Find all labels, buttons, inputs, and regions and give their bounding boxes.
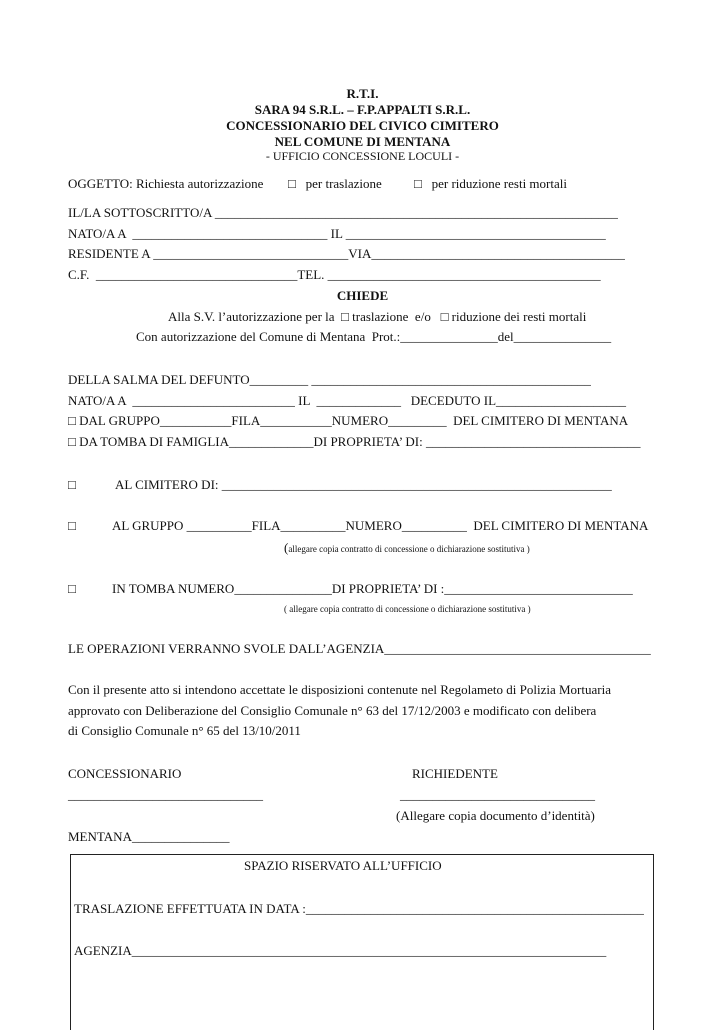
field-from-group[interactable]: □ DAL GRUPPO___________FILA___________NUMERO_________ DEL CIMITERO DI MENTANA <box>68 413 629 428</box>
field-undersigned[interactable]: IL/LA SOTTOSCRITTO/A ______________________________________________________________ <box>68 205 618 220</box>
field-birthplace-date[interactable]: NATO/A A ______________________________ IL ________________________________________ <box>68 226 606 241</box>
attachment-note-tomb: ( allegare copia contratto di concessione o dichiarazione sostitutiva ) <box>284 604 531 614</box>
regulation-text-3: di Consiglio Comunale n° 65 del 13/10/2011 <box>68 723 301 738</box>
subject-label: OGGETTO: Richiesta autorizzazione <box>68 176 264 191</box>
field-office-agency[interactable]: AGENZIA_________________________________________________________________________ <box>74 943 607 958</box>
office-reserved-box <box>70 854 654 1030</box>
signature-label-concessionaire: CONCESSIONARIO <box>68 766 182 781</box>
checkbox-to-group[interactable]: □ <box>68 518 76 533</box>
subject-option-transfer[interactable]: □ per traslazione <box>288 176 382 191</box>
regulation-text-1: Con il presente atto si intendono accettate le disposizioni contenute nel Regolameto di Polizia Mortuaria <box>68 682 611 697</box>
request-title: CHIEDE <box>336 288 389 303</box>
request-authorization-line[interactable]: Alla S.V. l’autorizzazione per la □ traslazione e/o □ riduzione dei resti mortali <box>168 309 587 324</box>
field-deceased[interactable]: DELLA SALMA DEL DEFUNTO_________ ___________________________________________ <box>68 372 591 387</box>
header-concessionaire: CONCESSIONARIO DEL CIVICO CIMITERO <box>226 118 499 133</box>
field-agency-operations[interactable]: LE OPERAZIONI VERRANNO SVOLE DALL’AGENZIA_________________________________________ <box>68 641 651 656</box>
header-companies: SARA 94 S.R.L. – F.P.APPALTI S.R.L. <box>254 102 471 117</box>
field-transfer-date[interactable]: TRASLAZIONE EFFETTUATA IN DATA :____________________________________________________ <box>74 901 644 916</box>
id-document-note: (Allegare copia documento d’identità) <box>396 808 595 823</box>
field-residence-street[interactable]: RESIDENTE A ______________________________VIA_______________________________________ <box>68 246 625 261</box>
header-municipality: NEL COMUNE DI MENTANA <box>274 134 451 149</box>
office-reserved-title: SPAZIO RISERVATO ALL’UFFICIO <box>244 858 442 873</box>
field-from-family-tomb[interactable]: □ DA TOMBA DI FAMIGLIA_____________DI PROPRIETA’ DI: _________________________________ <box>68 434 641 449</box>
signature-line-concessionaire[interactable]: ______________________________ <box>68 787 263 802</box>
field-to-tomb[interactable]: IN TOMBA NUMERO_______________DI PROPRIETA’ DI :_____________________________ <box>112 581 633 596</box>
subject-option-reduction[interactable]: □ per riduzione resti mortali <box>414 176 567 191</box>
field-place-mentana[interactable]: MENTANA_______________ <box>68 829 230 844</box>
field-tax-code-phone[interactable]: C.F. _______________________________TEL. __________________________________________ <box>68 267 601 282</box>
header-rti: R.T.I. <box>346 86 379 101</box>
signature-line-applicant[interactable]: ______________________________ <box>400 787 595 802</box>
request-municipal-protocol[interactable]: Con autorizzazione del Comune di Mentana Prot.:_______________del_______________ <box>136 329 612 344</box>
field-to-cemetery[interactable]: AL CIMITERO DI: ____________________________________________________________ <box>115 477 612 492</box>
regulation-text-2: approvato con Deliberazione del Consiglio Comunale n° 63 del 17/12/2003 e modificato con delibera <box>68 703 597 718</box>
signature-label-applicant: RICHIEDENTE <box>412 766 498 781</box>
checkbox-to-tomb[interactable]: □ <box>68 581 76 596</box>
attachment-note-group: (allegare copia contratto di concessione o dichiarazione sostitutiva ) <box>284 540 530 555</box>
field-deceased-birth-death[interactable]: NATO/A A _________________________ IL _____________ DECEDUTO IL____________________ <box>68 393 627 408</box>
checkbox-to-cemetery[interactable]: □ <box>68 477 76 492</box>
header-office: - UFFICIO CONCESSIONE LOCULI - <box>265 149 460 163</box>
field-to-group[interactable]: AL GRUPPO __________FILA__________NUMERO__________ DEL CIMITERO DI MENTANA <box>112 518 649 533</box>
